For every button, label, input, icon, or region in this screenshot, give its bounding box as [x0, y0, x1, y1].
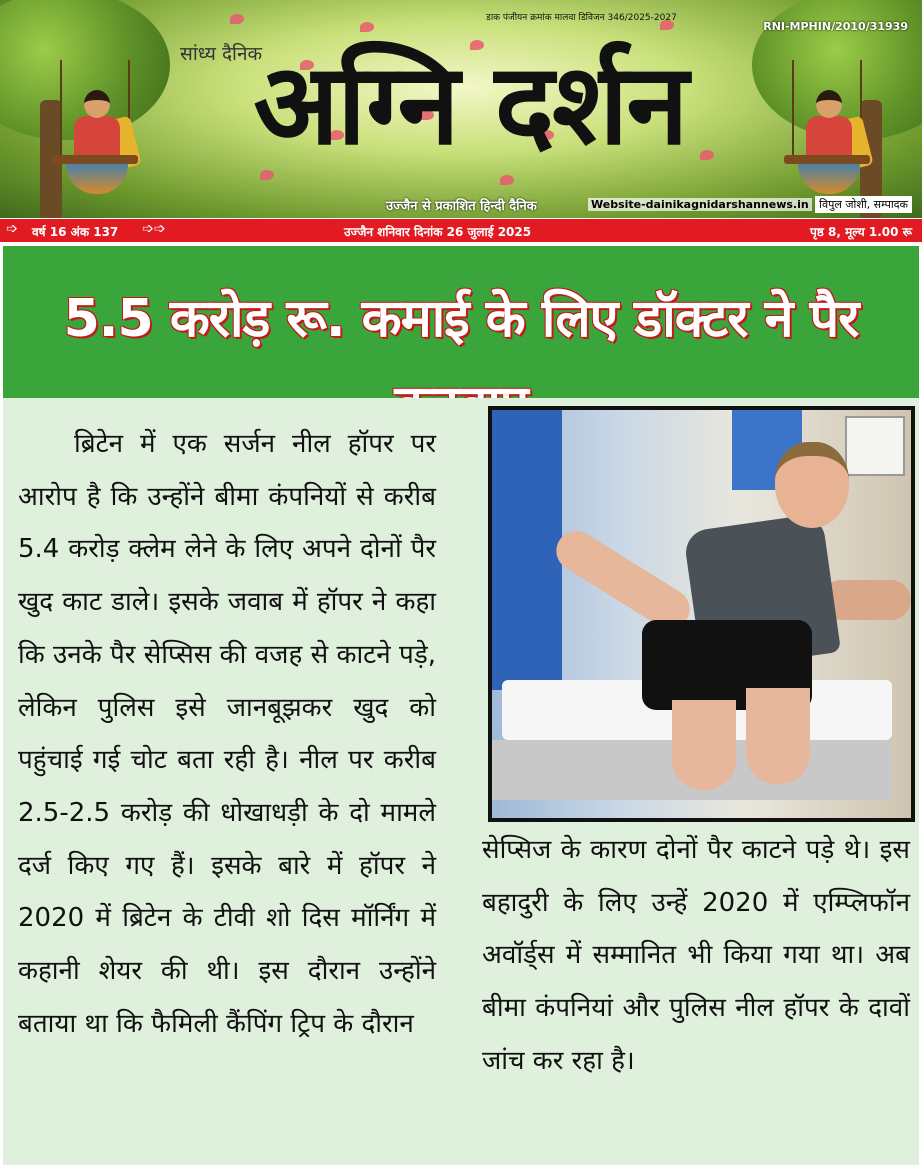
published-from-line: उज्जैन से प्रकाशित हिन्दी दैनिक [386, 199, 537, 214]
photo-man-sitting-on-hospital-bed [492, 410, 911, 818]
arrow-icon: ➩ [6, 221, 18, 237]
volume-issue: वर्ष 16 अंक 137 [32, 225, 119, 239]
article-text-right-column: सेप्सिज के कारण दोनों पैर काटने पड़े थे। इस बहादुरी के लिए उन्हें 2020 में एम्प्लिफॉन अवॉर्ड्स में सम्मानित भी किया गया था। अब बीमा कंपनियां और पुलिस नील हॉपर के दावों जांच कर रहा है। [482, 835, 910, 1076]
issue-info-bar [0, 219, 922, 242]
paper-subtitle: सांध्य दैनिक [180, 43, 263, 65]
article-text-left-column: ब्रिटेन में एक सर्जन नील हॉपर पर आरोप है कि उन्होंने बीमा कंपनियों से करीब 5.4 करोड़ क्लेम लेने के लिए अपने दोनों पैर खुद काट डाले। इसके जवाब में हॉपर ने कहा कि उनके पैर सेप्सिस की वजह से काटने पड़े, लेकिन पुलिस इसे जानबूझकर खुद को पहुंचाई गई चोट बता रही है। नील पर करीब 2.5-2.5 करोड़ की धोखाधड़ी के दो मामले दर्ज किए गए हैं। इसके बारे में हॉपर ने 2020 में ब्रिटेन के टीवी शो दिस मॉर्निंग में कहानी शेयर की थी। इस दौरान उन्होंने बताया था कि फैमिली कैंपिंग ट्रिप के दौरान [18, 429, 436, 1039]
newspaper-title: अग्नि दर्शन [253, 40, 687, 170]
double-arrow-icon: ➩➩ [142, 221, 166, 237]
swing-girl-illustration-right [772, 60, 882, 200]
article-photo [488, 406, 915, 822]
website-link[interactable]: Website-dainikagnidarshannews.in [588, 198, 812, 211]
dateline: उज्जैन शनिवार दिनांक 26 जुलाई 2025 [344, 225, 532, 239]
rni-number: RNI-MPHIN/2010/31939 [763, 20, 908, 33]
page-and-price: पृष्ठ 8, मूल्य 1.00 रू [809, 225, 912, 239]
article-headline: 5.5 करोड़ रू. कमाई के लिए डॉक्टर ने पैर [63, 289, 859, 349]
swing-girl-illustration-left [40, 60, 150, 200]
petal-decoration [230, 14, 244, 24]
editor-name: विपुल जोशी, सम्पादक [815, 196, 912, 213]
postal-registration-line: डाक पंजीयन क्रमांक मालवा डिविजन 346/2025-2027 [486, 13, 677, 23]
masthead [0, 0, 922, 218]
